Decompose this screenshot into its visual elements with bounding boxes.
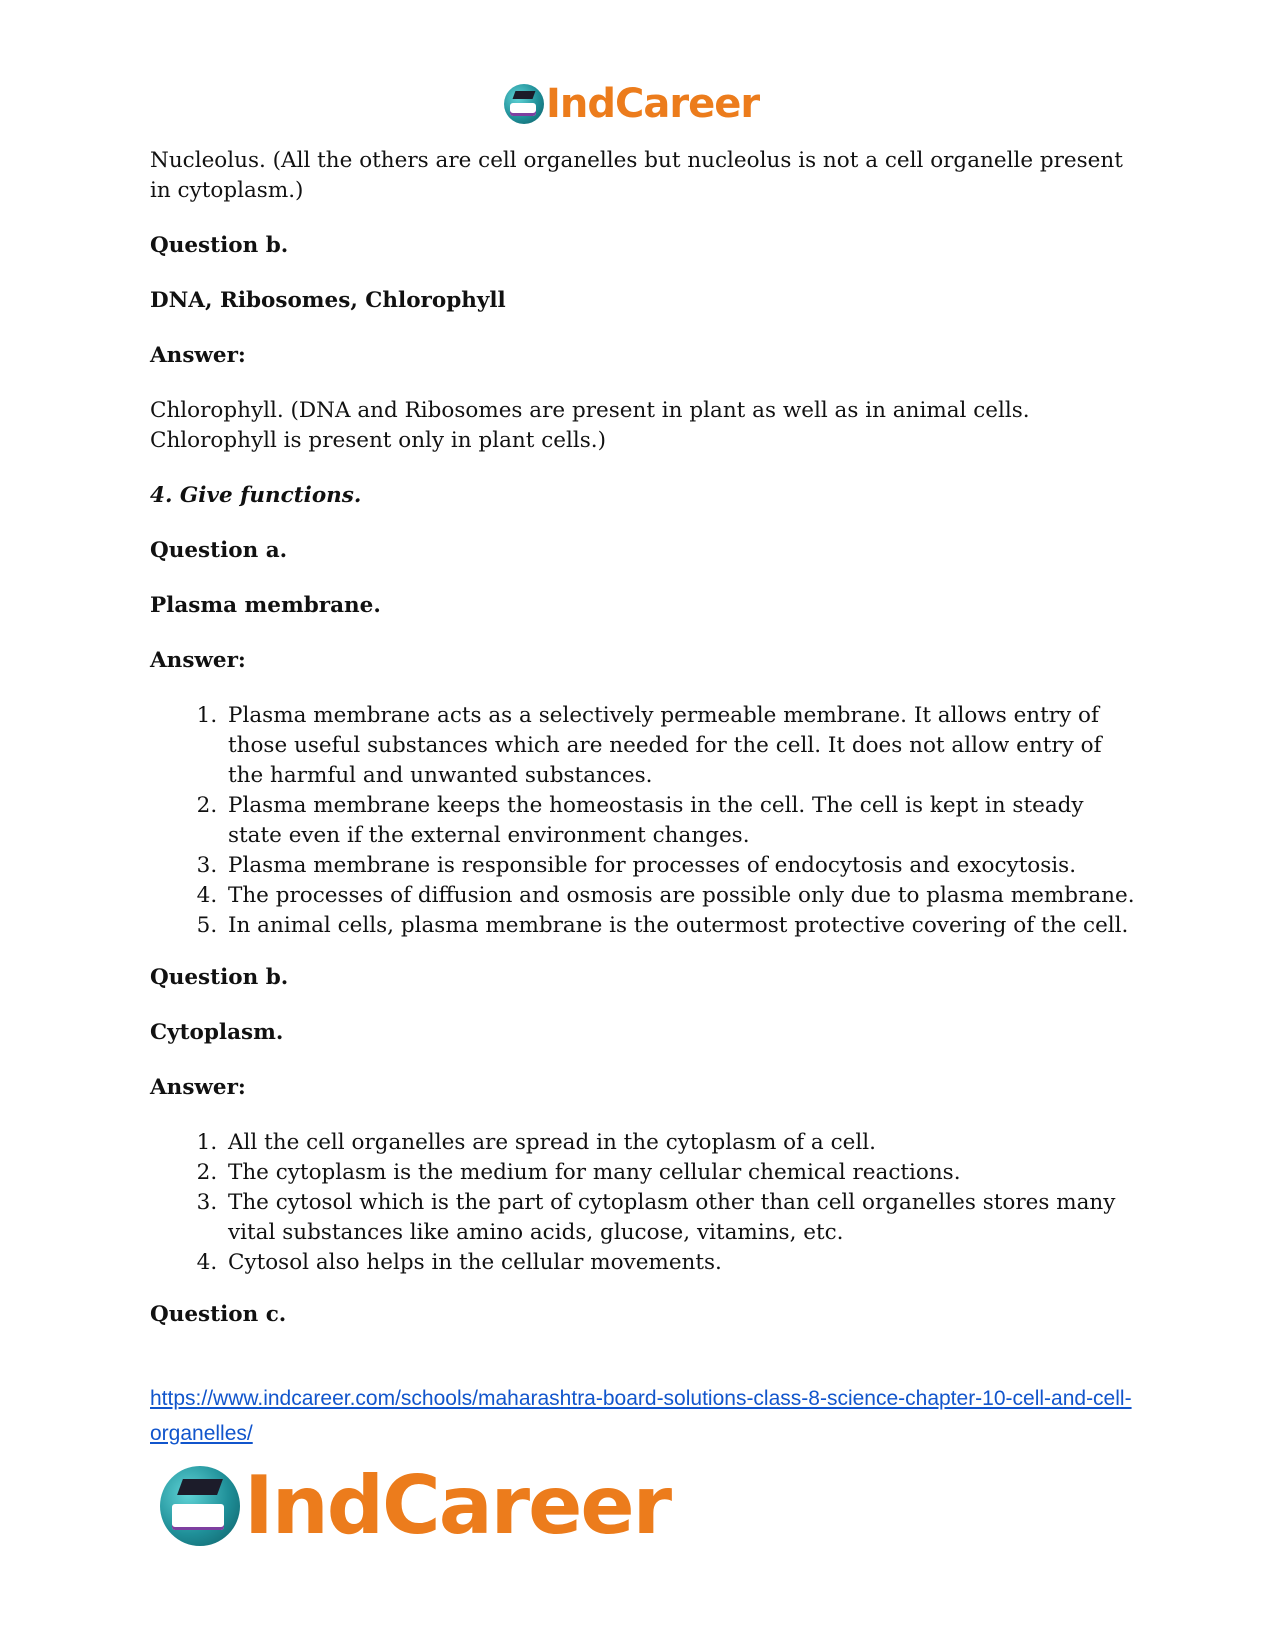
source-link[interactable]: https://www.indcareer.com/schools/maharashtra-board-solutions-class-8-science-chapter-10-cell-and-cell-organelles/	[150, 1387, 1132, 1445]
list-item: 4. Cytosol also helps in the cellular movements.	[224, 1248, 1135, 1278]
question-label: Question c.	[150, 1302, 287, 1327]
list-item: 3. The cytosol which is the part of cytoplasm other than cell organelles stores many vital substances like amino acids, glucose, vitamins, etc.	[224, 1188, 1135, 1248]
question-label: Question b.	[150, 233, 289, 258]
answer-label: Answer:	[150, 648, 246, 673]
document-body	[150, 146, 1135, 1355]
list-item: 2. Plasma membrane keeps the homeostasis in the cell. The cell is kept in steady state even if the external environment changes.	[224, 791, 1135, 851]
list-item: 2. The cytoplasm is the medium for many cellular chemical reactions.	[224, 1158, 1135, 1188]
question-prompt: Plasma membrane.	[150, 593, 381, 618]
header-logo	[504, 80, 759, 128]
logo-text: IndCareer	[546, 81, 760, 127]
question-prompt: DNA, Ribosomes, Chlorophyll	[150, 288, 506, 313]
list-item: 3. Plasma membrane is responsible for processes of endocytosis and exocytosis.	[224, 851, 1135, 881]
list-item: 4. The processes of diffusion and osmosis are possible only due to plasma membrane.	[224, 881, 1135, 911]
graduation-cap-book-icon	[160, 1466, 240, 1546]
plasma-membrane-functions-list	[150, 701, 1135, 941]
answer-label: Answer:	[150, 343, 246, 368]
question-label: Question b.	[150, 965, 289, 990]
question-prompt: Cytoplasm.	[150, 1020, 284, 1045]
answer-text-chlorophyll: Chlorophyll. (DNA and Ribosomes are present in plant as well as in animal cells. Chlorophyll is present only in plant cells.)	[150, 398, 1030, 453]
logo-text: IndCareer	[244, 1459, 671, 1552]
list-item: 1. Plasma membrane acts as a selectively permeable membrane. It allows entry of those useful substances which are needed for the cell. It does not allow entry of the harmful and unwanted substances.	[224, 701, 1135, 791]
footer-logo	[160, 1461, 670, 1551]
section-heading: 4. Give functions.	[150, 483, 362, 508]
question-label: Question a.	[150, 538, 288, 563]
answer-label: Answer:	[150, 1075, 246, 1100]
cytoplasm-functions-list	[150, 1128, 1135, 1278]
list-item: 5. In animal cells, plasma membrane is the outermost protective covering of the cell.	[224, 911, 1135, 941]
answer-text-nucleolus: Nucleolus. (All the others are cell organelles but nucleolus is not a cell organelle present in cytoplasm.)	[150, 148, 1123, 203]
graduation-cap-book-icon	[504, 84, 544, 124]
list-item: 1. All the cell organelles are spread in the cytoplasm of a cell.	[224, 1128, 1135, 1158]
